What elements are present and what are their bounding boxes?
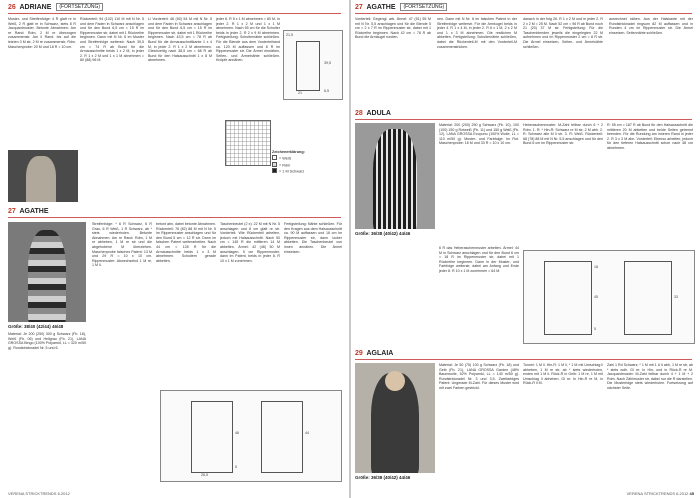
model-figure [26,156,56,202]
aglaia-header [355,350,393,357]
agathe-col-4: Taschenbeutel (2 x): 22 M mit N Nr. 5 anschlagen und 8 cm glatt re str. Vorderteil: Wie Rückenteil arbeiten, jedoch mit Halsausschnitt. Nach 50 cm = 145 R die mittleren 14 M abketten. Ärmel: 42 (46) 50 M anschlagen, 5 cm Rippenmuster, dann im Patent, beids in jeder 8. R 10 x 1 M zunehmen. [220,222,280,263]
adriane-photo [8,150,78,202]
agathe-size: Größe: 38/40 (42/44) 46/48 [8,324,64,329]
dim-label: 18 [594,265,598,269]
garment-outline [296,41,320,91]
adula-number: 28 [355,110,363,117]
adula-rule [355,119,692,120]
aglaia-col-3: Zahl 1 Rd Schwarz; * 1 M mit 1 U li abh, 1 M re str, ab * stets wdh. Gl re: In Hin- und in Rück-R re M. Jacquardmuster: M-Zahl teilbar durch 4 + 1 M + 2 Rdm. Nach Zählmuster str, dabei nur die R darstellen. Die Musterfolge stets wiederholen. Fortsetzung auf nächster Seite. [607,363,693,390]
agathe-col-5: Fertigstellung: Nähte schließen. Für den Kragen aus dem Halsausschnitt ca. 90 M auffassen und 16 cm im Rippenmuster str, dann locker abketten. Die Taschenbeutel von innen annähen. Die Ärmel einsetzen. [284,222,342,254]
adriane-col-4: jeder 6. R 5 x 1 M abnehmen = 80 M. In jeder 2. R 1 x 2 M und 1 x 1 M abnehmen. Nach 55 cm für die Schulter beids in jeder 2. R 2 x 9 M abnehmen. Fertigstellung: Schulternähte schließen. Für die Blende aus dem Vorderteilrand ca. 120 M auffassen und 8 R im Rippenmuster str. Die Ärmel einnähen, Seiten- und Ärmelnähte schließen. Knöpfe annähen. [216,17,280,63]
legend-text: = 1 M Schwarz [279,170,305,175]
dim-label: 26,5 [201,473,208,477]
aglaia-size: Größe: 36/38 (40/42) 44/46 [355,475,411,480]
agathe-title: AGATHE [19,208,49,215]
adriane-col-3: Li Vorderteil: 46 (50) 54 M mit N Nr. 5 und dem Faden in Schwarz anschlagen und für den Bund 6,5 cm = 15 R im Rippenmuster str, dabei mit 1 Rückreihe beginnen. Nach 43,5 cm = 78 R ab Bund für die Armausschnittkante 1 x 4 M, in jeder 2. R 1 x 2 M abnehmen. Gleichzeitig nach 38,5 cm = 68 R ab Bund für den Halsausschnitt 1 x 8 M abnehmen. [148,17,212,63]
dim-label: 5 [594,327,596,331]
agathe-cont-header [355,4,447,11]
jacquard-chart [225,120,271,166]
adula-col-2: Heberaschenmuster: M-Zahl teilbar durch 6 + 2 Rdm. 1. R: * Hin-R: Schwarz re M str, 2 M abh. 2. R: Schwarz alle M li str. 3. R: Weiß. Rückenteil: 68 (78) 88 M mit N Nr. 5,5 anschlagen und für den Bund 6 cm im Rippenmuster str. [523,123,603,146]
aglaia-title: AGLAIA [366,350,394,357]
aglaia-photo [355,363,435,473]
dim-label: 44 [305,431,309,435]
legend-title: Zeichenerklärung: [272,150,305,154]
garment-outline [624,261,672,335]
adriane-rule [8,13,341,14]
legend-item [272,168,305,175]
agathe-cont-col-4: ausrechnet nähen. Aus der Halskante mit der Rundstricknadel ringsum 82 M auffassen und in Runden 4 cm im Rippenmuster str. Die Ärmel einsetzen. Seitennähte schließen. [609,17,693,35]
garment-outline [191,401,233,473]
aglaia-col-2: Tunnel: 1 M li. Hin-R: 1 M li, * 1 M mit Umschlag li abheben, 1 M re str, ab * stets wiederholen, enden mit 1 M li. Rück-R in Gelb: 1 M re, 1 M mit Umschlag li abheben. Gl re: In Hin-R re M, in Rück-R li M. [523,363,603,386]
legend-item [272,155,305,162]
agathe-cont-title: AGATHE [366,4,396,11]
adriane-number: 26 [8,4,16,11]
left-footer: VERENA STRICKTRENDS 6.2012 [8,491,70,496]
adula-title: ADULA [366,110,391,117]
model-face [385,371,405,391]
garment-outline [261,401,303,473]
adriane-header [8,4,103,11]
right-page [351,0,700,498]
dim-label: 46 [235,431,239,435]
adriane-col-2: Rückenteil: 94 (102) 110 M mit N Nr. 5 und dem Faden in Schwarz anschlagen und für den Bund 6,5 cm = 15 R im Rippenmuster str, dabei mit 1 Rückreihe beginnen. Dann mit N Nr. 6 im Muster und Streifenfolge weiterstr. Nach 39,5 cm = 74 R ab Bund für die Armausschnitte beids 1 x 2 M, in jeder 2. R 1 x 2 M und 1 x 1 M abnehmen = 80 (88) 96 M. [80,17,144,63]
dim-label: 21,5 [286,33,293,37]
model-figure [373,129,417,229]
dim-label: 6,5 [324,89,329,93]
agathe-cont-col-1: Vorderteil: Gegengl. arb. Ärmel: 47 (51) 55 M mit N Nr. 5,5 anschlagen und für die Blende 5 cm = 2 x 7 R im Rippenmuster str, dabei mit 1 Rückreihe beginnen. Nach 42 cm = 78 R ab Bund die Armkugel runden. [355,17,431,40]
legend-swatch [272,162,277,167]
chart-legend [272,150,305,175]
adriane-title: ADRIANE [19,4,52,11]
adula-header [355,110,391,117]
legend-item [272,162,305,169]
adriane-schematic [283,30,343,100]
dim-label: 39,5 [324,61,331,65]
adriane-col-1: Muster- und Streifenfolge: 4 R glatt re in Weiß, 2 R glatt re in Schwarz, stets 8 R Jacquardmuster. Betonte Abnahmen: Am re Rand: Rdm, 2 M re überzogen zusammenstr. Am li Rand: bis auf die letzten 3 M str, 2 M re zusammenstr, Rdm. Maschenprobe: 20 M und 18 R = 10 cm. [8,17,76,49]
footer-source: VERENA STRICKTRENDS 6.2012 [626,491,689,496]
agathe-cont-col-2: nen. Dann mit N Nr. 6 im falschen Patent in der Streifenfolge weiterstr. Für die Armkugel beids in jeder 4. R 1 x 4 M, in jeder 2. R 6 x 1 M, 2 x 2 M und 1 x 3 M abnehmen. Die restlichen M abketten. Fertigstellung: Schulternähte schließen, dabei die Rückenteil-M mit den Vorderteil-M zusammenstricken. [437,17,517,49]
agathe-col-3: betont abn, dabei betonte Abnahmen. Rückenteil: 76 (82) 88 M mit N Nr. 5 im Rippenmuster anschlagen und für den Bund 5 cm = 12 R str. Dann im falschen Patent weiterarbeiten. Nach 44 cm = 128 R für die Armausschnitte beids 1 x 3 M abnehmen. Schultern gerade abketten. [156,222,216,263]
agathe-header [8,208,49,215]
legend-text: = Rdm [279,163,291,168]
adula-col-4: 6 R das Heberaschenmuster arbeiten. Ärmel: 44 M in Schwarz anschlagen und für den Bund 6 cm = 18 R im Rippenmuster str, dabei mit 1 Rückreihe beginnen. Dann in der Muster- und Farbfolge weiterstr, dabei am Anfang und Ende jeder 8. R 10 x 1 M zunehmen = 64 M. [439,246,519,273]
model-figure [28,230,66,322]
left-page [0,0,349,498]
agathe-number: 27 [8,208,16,215]
page-number: 45 [689,491,694,496]
adula-size: Größe: 36/38 (40/42) 44/46 [355,231,411,236]
legend-swatch [272,155,277,160]
aglaia-rule [355,359,692,360]
right-footer [627,491,694,496]
adriane-continued-label: (FORTSETZUNG) [56,3,103,11]
dim-label: 5 [235,465,237,469]
adula-col-1: Material: 200 (200) 250 g Schwarz (Fb. 10), 100 (100) 150 g Rotweiß (Fb. 11) und 150 g Weiß (Fb. 12), LANA GROSSA Ecopuno (100% Wolle, LL = 110 m/50 g). Muster- und Farbfolge: Im Rot. Maschenprobe: 16 M und 33 R = 10 x 10 cm. [439,123,519,146]
dim-label: 21 [298,91,302,95]
adula-col-3: R: 55 cm = 187 R ab Bund für den Halsausschnitt die mittleren 20 M abketten und beide Seiten getrennt beenden. Für die Rundung am inneren Rand in jeder 2. R 3 x 3 M abn. Vorderteil: Ebenso arbeiten, jedoch für den tieferen Halsausschnitt schon nach 48 cm abnehmen. [607,123,693,150]
dim-label: 33 [674,295,678,299]
dim-label: 45 [594,295,598,299]
agathe-cont-number: 27 [355,4,363,11]
aglaia-number: 29 [355,350,363,357]
garment-outline [544,261,592,335]
agathe-schematic [160,390,342,482]
aglaia-col-1: Material: Je 50 (75) 100 g Schwarz (Fb. 18) und Gelb (Fb. 21), LANA GROSSA Garden (48% Baumwolle, 52% Polyamid, LL = 140 m/50 g). Rundstricknadel Nr. 3 und 3,5. Zweifarbiges Patent: Ungerade M-Zahl. Für dieses Muster wird mit zwei Farben gestrickt. [439,363,519,390]
agathe-material: Material: Je 200 (250) 300 g Schwarz (Fb. 18), Weiß (Fb. 06) und Hellgrau (Fb. 21), LANA GROSSA Bingo (100% Polyamid, LL = 320 m/50 g). Rundstricknadel Nr. 5 und 6. [8,332,86,350]
adula-photo [355,123,435,229]
agathe-col-2: Streifenfolge: * 6 R Schwarz, 6 R Grau, 6 R Weiß, 1 R Schwarz, ab * stets wiederholen. Betonte Abnahmen: Am re Rand: Rdm, 1 M re abheben, 1 M re str und die abgehobene M überziehen. Maschenprobe falsches Patent: 13 M und 29 R = 10 x 10 cm. Rippenmuster: Abwechselnd 1 M re, 1 M li. [92,222,152,268]
adula-schematic [523,250,695,344]
agathe-photo [8,222,86,322]
agathe-cont-rule [355,13,692,14]
agathe-cont-label: (FORTSETZUNG) [400,3,447,11]
agathe-rule [8,217,341,218]
agathe-cont-col-3: danach in der folg 26. R 1 x 2 M und in jeder 2. R 2 x 2 M = 25 M. Nach 52 cm = 96 R ab Bund noch 21 (20) 37 M str. Fertigstellung: Für die Taschenblenden jeweils die eingelegten 22 M aufnehmen und im Rippenmuster 2 cm = 8 R str. Die Ärmel einsetzen, Seiten- und Ärmelnähte schließen. [523,17,603,49]
legend-text: = Weiß [279,156,292,161]
legend-swatch [272,168,277,173]
